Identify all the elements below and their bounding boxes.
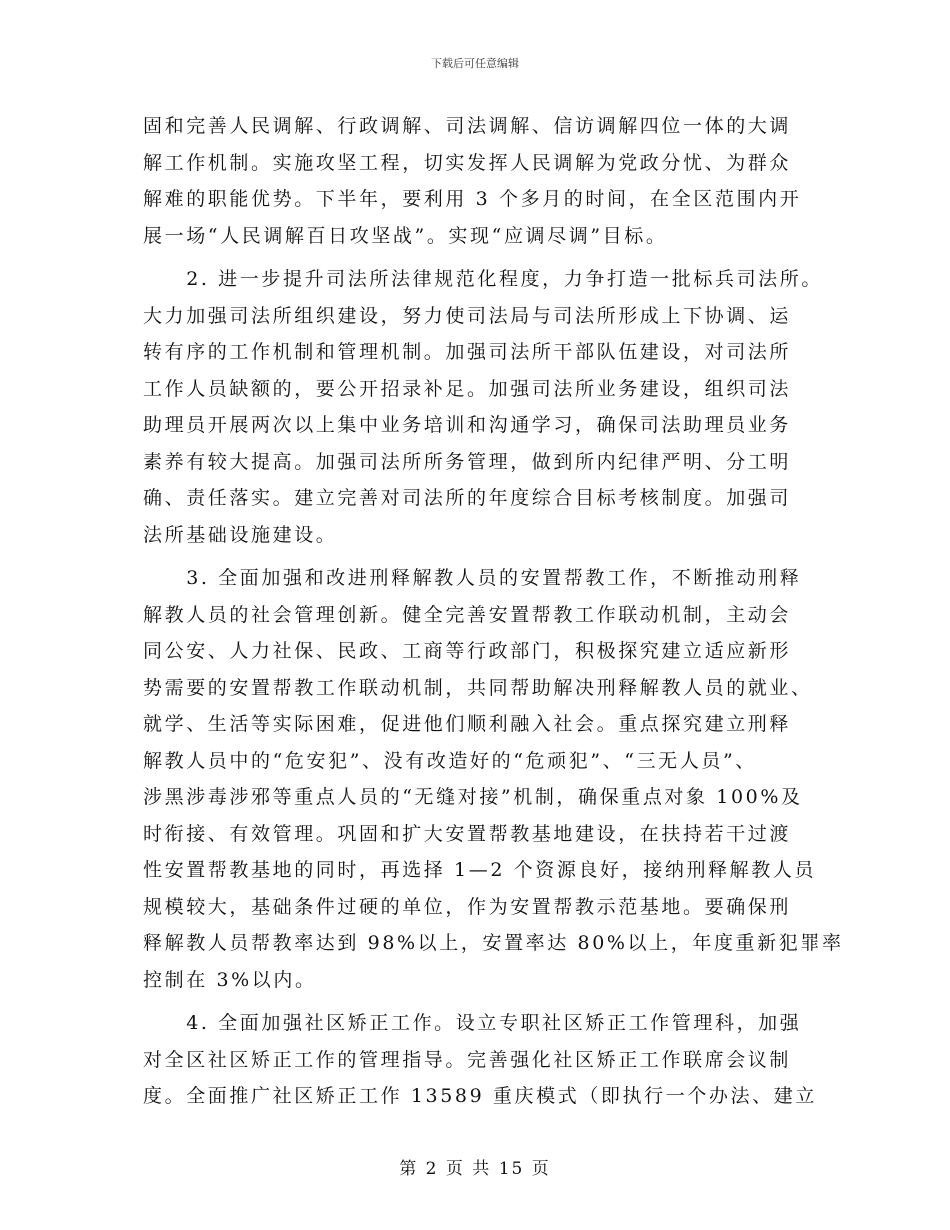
page-number-footer: 第 2 页 共 15 页: [399, 1159, 551, 1179]
text-line: 涉黑涉毒涉邪等重点人员的“无缝对接”机制，确保重点对象 100%及: [143, 786, 803, 808]
text-line: 2. 进一步提升司法所法律规范化程度，力争打造一批标兵司法所。: [143, 268, 823, 290]
text-line: 转有序的工作机制和管理机制。加强司法所干部队伍建设，对司法所: [143, 341, 792, 363]
text-line: 工作人员缺额的，要公开招录补足。加强司法所业务建设，组织司法: [143, 377, 792, 400]
text-line: 解教人员中的“危安犯”、没有改造好的“危顽犯”、“三无人员”、: [143, 749, 757, 772]
paragraph: [143, 261, 823, 553]
text-line: 控制在 3%以内。: [143, 968, 317, 991]
text-line: 度。全面推广社区矫正工作 13589 重庆模式（即执行一个办法、建立: [143, 1085, 817, 1107]
text-line: 性安置帮教基地的同时，再选择 1—2 个资源良好，接纳刑释解教人员: [143, 859, 817, 881]
paragraph: [143, 560, 844, 998]
text-line: 解难的职能优势。下半年，要利用 3 个多月的时间，在全区范围内开: [143, 188, 802, 210]
text-line: 确、责任落实。建立完善对司法所的年度综合目标考核制度。加强司: [143, 487, 792, 509]
text-line: 规模较大，基础条件过硬的单位，作为安置帮教示范基地。要确保刑: [143, 895, 792, 918]
text-line: 助理员开展两次以上集中业务培训和沟通学习，确保司法助理员业务: [143, 414, 792, 436]
paragraph: [143, 1005, 817, 1115]
text-line: 大力加强司法所组织建设，努力使司法局与司法所形成上下协调、运: [143, 304, 792, 327]
document-body: [143, 108, 844, 1115]
text-line: 解工作机制。实施攻坚工程，切实发挥人民调解为党政分忧、为群众: [143, 151, 792, 174]
text-line: 同公安、人力社保、民政、工商等行政部门，积极探究建立适应新形: [143, 640, 792, 662]
page-header: 下载后可任意编辑: [431, 57, 519, 70]
text-line: 释解教人员帮教率达到 98%以上，安置率达 80%以上，年度重新犯罪率: [143, 932, 844, 954]
text-line: 势需要的安置帮教工作联动机制，共同帮助解决刑释解教人员的就业、: [143, 676, 813, 699]
text-line: 4. 全面加强社区矫正工作。设立专职社区矫正工作管理科，加强: [143, 1012, 802, 1034]
text-line: 就学、生活等实际困难，促进他们顺利融入社会。重点探究建立刑释: [143, 713, 792, 735]
text-line: 展一场“人民调解百日攻坚战”。实现“应调尽调”目标。: [143, 224, 668, 247]
text-line: 时衔接、有效管理。巩固和扩大安置帮教基地建设，在扶持若干过渡: [143, 822, 792, 845]
text-line: 法所基础设施建设。: [143, 523, 338, 546]
paragraph: [143, 108, 808, 254]
text-line: 固和完善人民调解、行政调解、司法调解、信访调解四位一体的大调: [143, 115, 792, 137]
text-line: 对全区社区矫正工作的管理指导。完善强化社区矫正工作联席会议制: [143, 1048, 792, 1071]
text-line: 素养有较大提高。加强司法所所务管理，做到所内纪律严明、分工明: [143, 450, 792, 473]
text-line: 3. 全面加强和改进刑释解教人员的安置帮教工作，不断推动刑释: [143, 567, 802, 589]
text-line: 解教人员的社会管理创新。健全完善安置帮教工作联动机制，主动会: [143, 603, 792, 626]
